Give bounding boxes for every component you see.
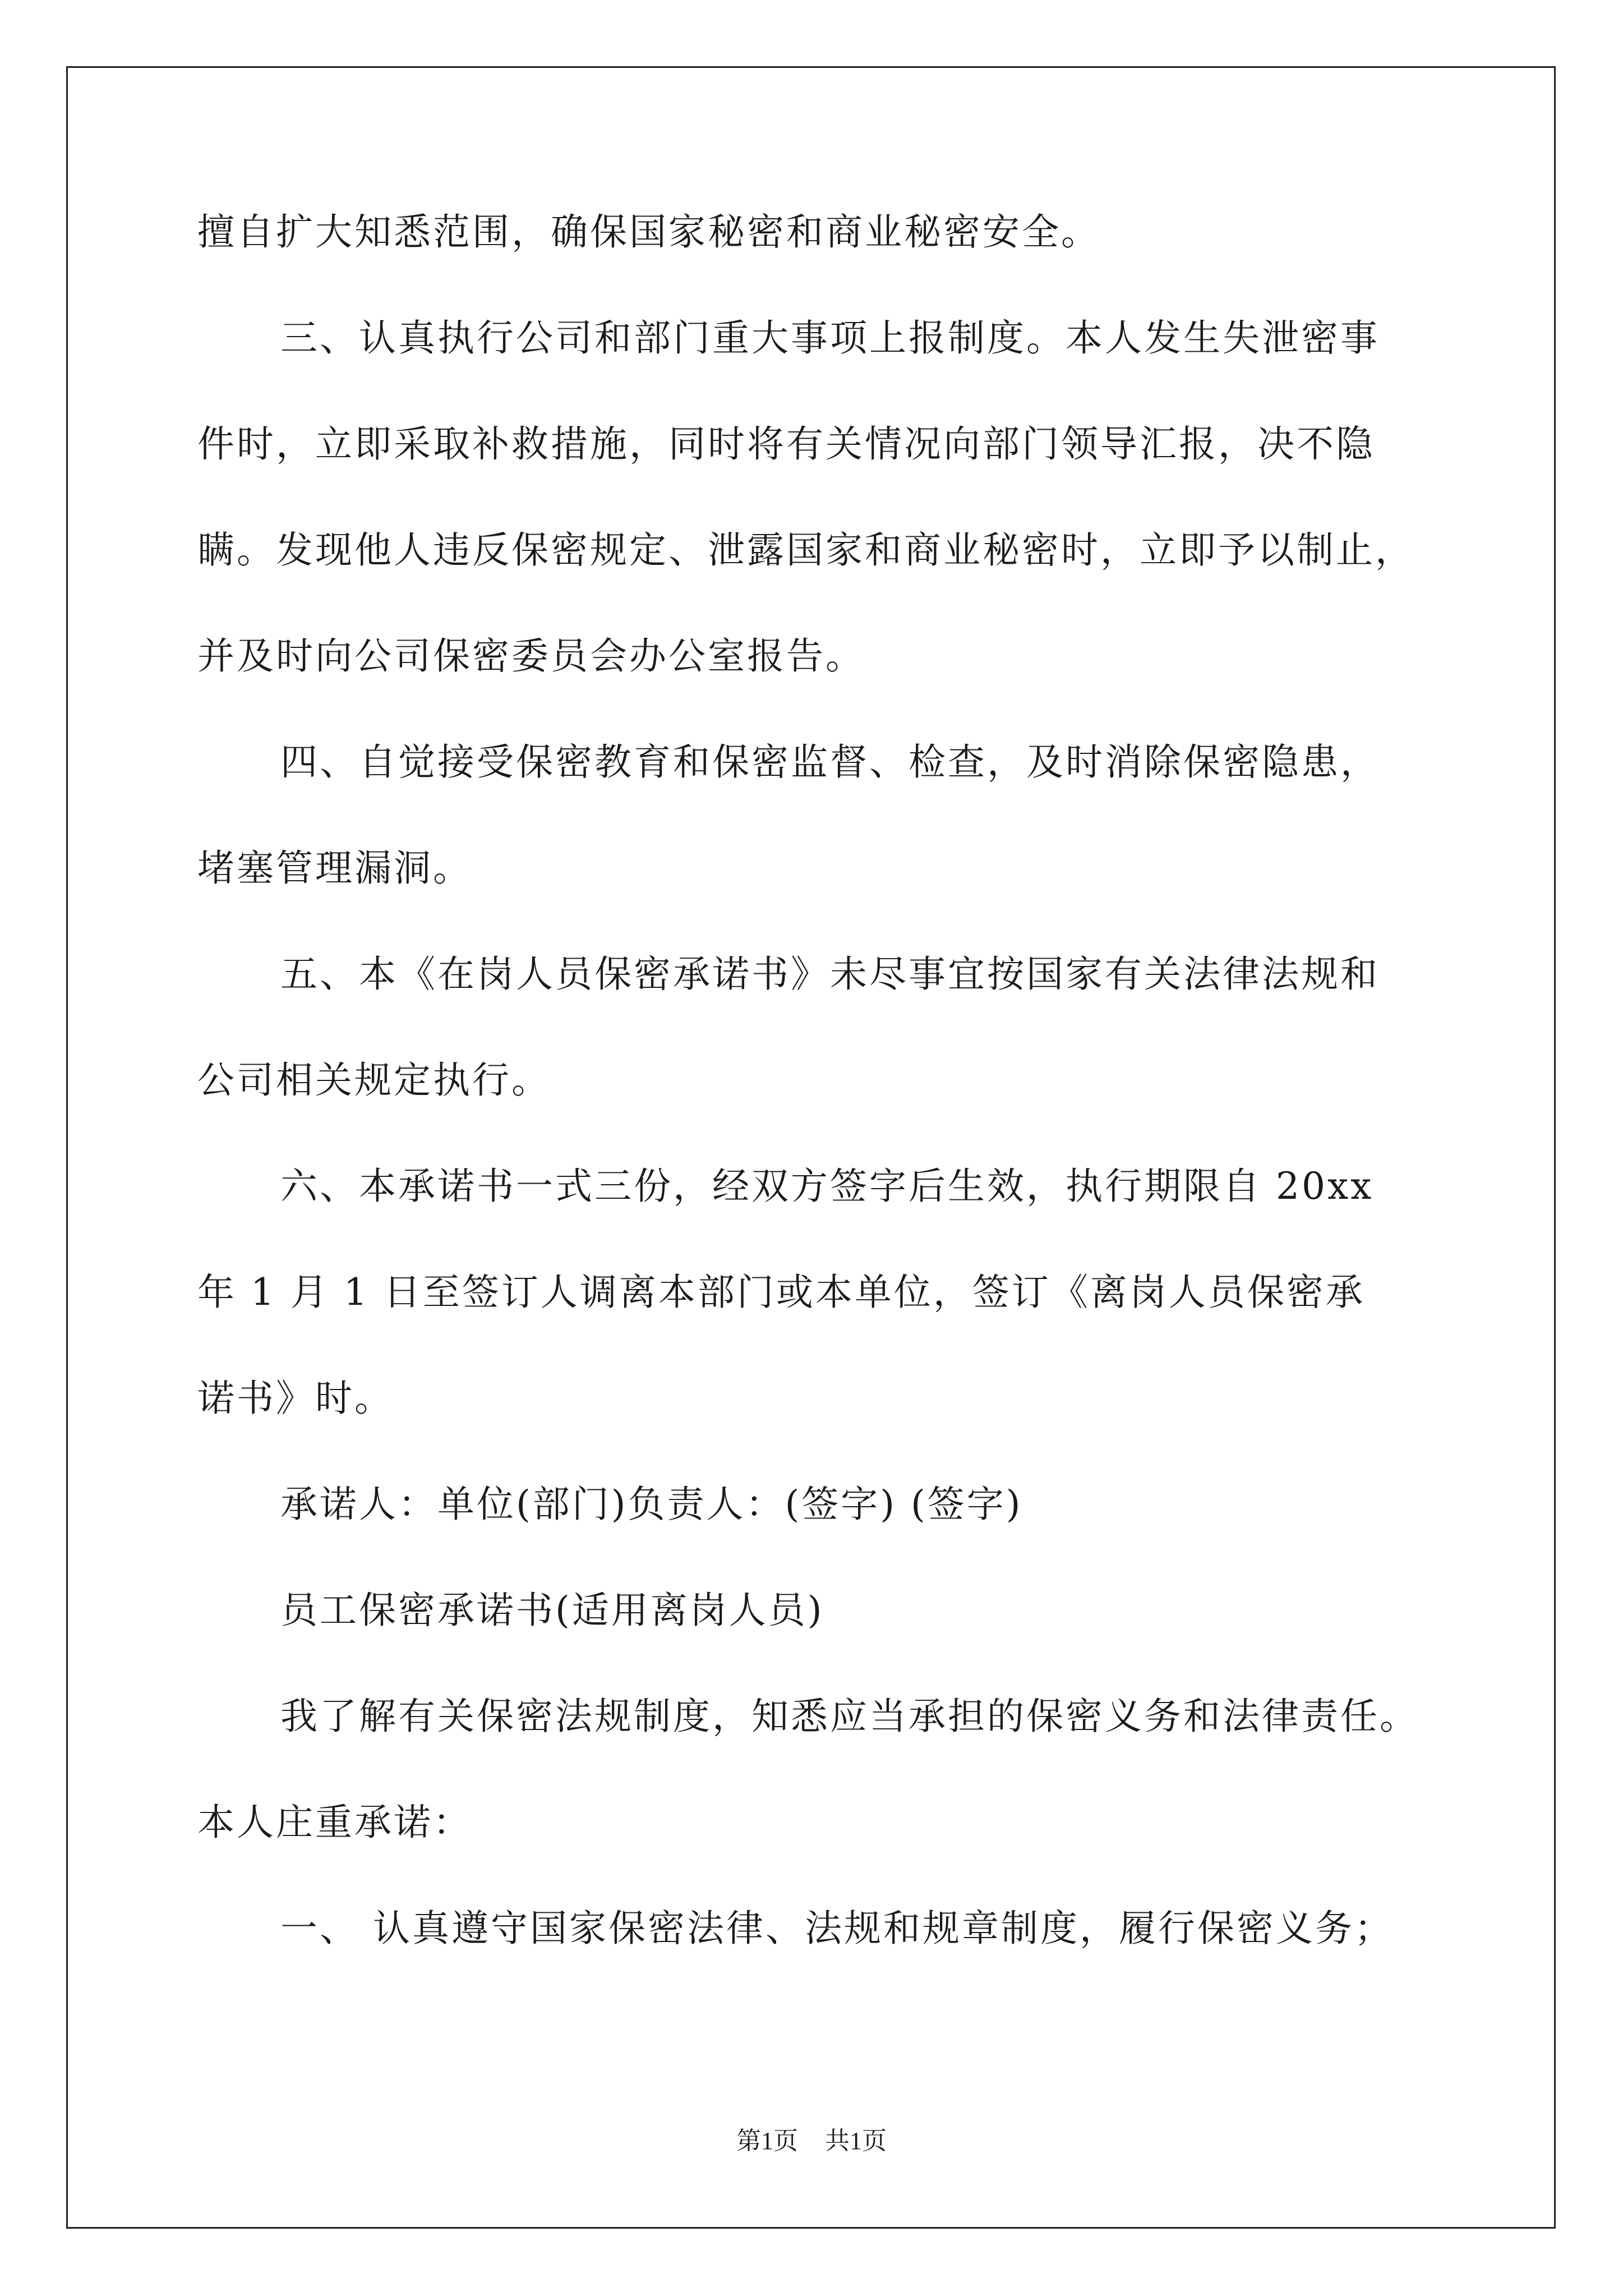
page-number-current: 第1页 — [736, 2127, 798, 2155]
page-number-total: 共1页 — [825, 2127, 887, 2155]
text-line: 五、本《在岗人员保密承诺书》未尽事宜按国家有关法律法规和 — [280, 953, 1380, 996]
text-line: 四、自觉接受保密教育和保密监督、检查，及时消除保密隐患， — [280, 740, 1380, 784]
text-line: 三、认真执行公司和部门重大事项上报制度。本人发生失泄密事 — [280, 316, 1380, 360]
text-line: 六、本承诺书一式三份，经双方签字后生效，执行期限自 20xx — [280, 1165, 1374, 1208]
text-line: 诺书》时。 — [197, 1377, 394, 1420]
text-line: 堵塞管理漏洞。 — [197, 846, 472, 890]
section-title: 员工保密承诺书(适用离岗人员) — [280, 1589, 824, 1632]
signature-line: 承诺人：单位(部门)负责人：(签字) (签字) — [280, 1483, 1023, 1526]
text-line: 擅自扩大知悉范围，确保国家秘密和商业秘密安全。 — [197, 210, 1100, 254]
text-line: 我了解有关保密法规制度，知悉应当承担的保密义务和法律责任。 — [280, 1695, 1419, 1738]
text-line: 并及时向公司保密委员会办公室报告。 — [197, 634, 865, 678]
text-line: 年 1 月 1 日至签订人调离本部门或本单位，签订《离岗人员保密承 — [197, 1271, 1365, 1314]
text-line: 件时，立即采取补救措施，同时将有关情况向部门领导汇报，决不隐 — [197, 422, 1375, 466]
page-footer — [0, 2126, 1623, 2156]
text-line: 公司相关规定执行。 — [197, 1059, 551, 1102]
text-line: 瞒。发现他人违反保密规定、泄露国家和商业秘密时，立即予以制止， — [197, 528, 1414, 572]
text-line: 本人庄重承诺： — [197, 1801, 472, 1844]
text-line: 一、 认真遵守国家保密法律、法规和规章制度，履行保密义务； — [280, 1907, 1394, 1950]
document-body — [197, 210, 1431, 2013]
